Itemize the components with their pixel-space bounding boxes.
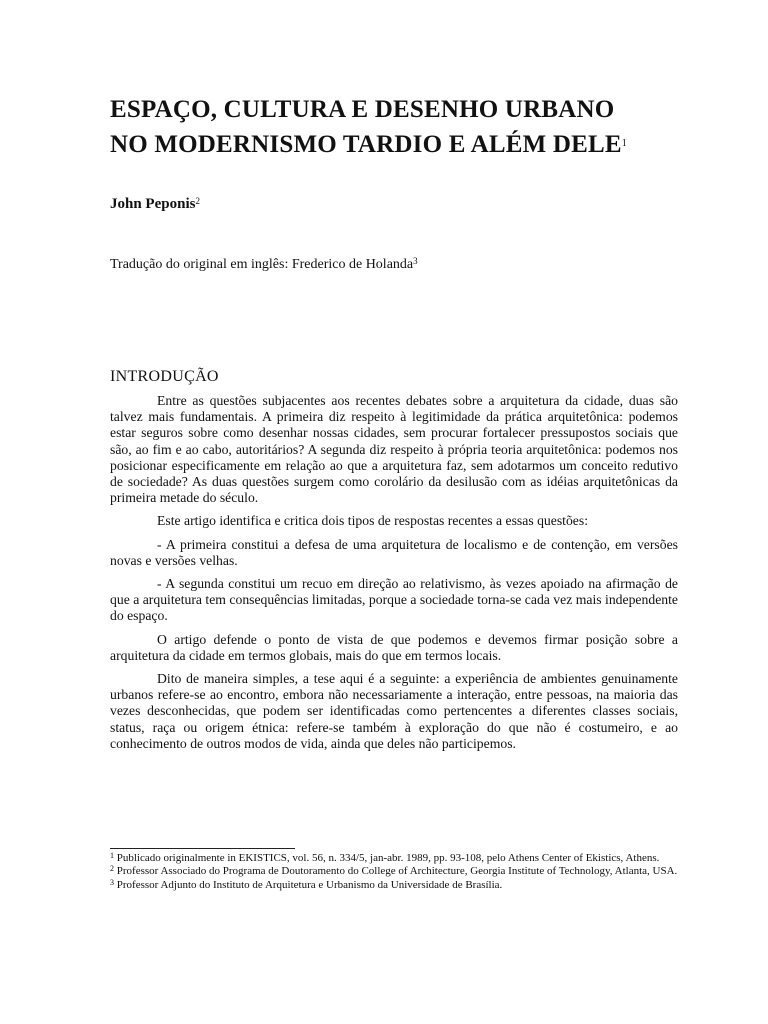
footnote-text: Professor Adjunto do Instituto de Arquitetura e Urbanismo da Universidade de Brasília.	[116, 878, 503, 891]
footnote-text: Professor Associado do Programa de Doutoramento do College of Architecture, Georgia Institute of Technology, Atlanta, USA.	[116, 865, 678, 878]
footnote-mark: 3	[110, 877, 114, 887]
footnote	[110, 879, 678, 892]
title-line-1: ESPAÇO, CULTURA E DESENHO URBANO	[110, 96, 615, 123]
footnotes	[110, 852, 678, 892]
footnote-text: Publicado originalmente in EKISTICS, vol. 56, n. 334/5, jan-abr. 1989, pp. 93-108, pelo Athens Center of Ekistics, Athens.	[116, 852, 660, 864]
title-line-2-text: NO MODERNISMO TARDIO E ALÉM DELE	[110, 131, 622, 158]
paragraph: Entre as questões subjacentes aos recentes debates sobre a arquitetura da cidade, duas são talvez mais fundamentais. A primeira diz respeito à legitimidade da prática arquitetônica: podemos estar seguros sobre como desenhar nossas cidades, sem procurar fortalecer pressupostos sociais que são, ao fim e ao cabo, autoritários? A segunda diz respeito à própria teoria arquitetônica: podemos nos posicionar especificamente em relação ao que a arquitetura faz, sem adotarmos um conceito redutivo de sociedade? As duas questões surgem como corolário da desilusão com as idéias arquitetônicas da primeira metade do século.	[110, 393, 678, 506]
footnote-mark: 1	[110, 851, 114, 860]
paragraph: - A primeira constitui a defesa de uma arquitetura de localismo e de contenção, em versões novas e versões velhas.	[110, 536, 678, 568]
footnote	[110, 852, 678, 865]
paragraph: - A segunda constitui um recuo em direção ao relativismo, às vezes apoiado na afirmação de que a arquitetura tem consequências limitadas, porque a sociedade torna-se cada vez mais independente do espaço.	[110, 576, 678, 624]
footnote-separator	[110, 848, 295, 849]
author-footnote-mark: 2	[195, 196, 200, 206]
author-name-text: John Peponis	[110, 196, 196, 212]
translation-credit	[110, 257, 418, 273]
translation-credit-text: Tradução do original em inglês: Frederico de Holanda	[110, 257, 414, 272]
title-line-2	[110, 127, 710, 162]
paragraph: Dito de maneira simples, a tese aqui é a seguinte: a experiência de ambientes genuinamente urbanos refere-se ao encontro, embora não necessariamente a interação, entre pessoas, na maioria das vezes desconhecidas, que podem ser identificadas como pertencentes a diferentes classes sociais, status, raça ou origem étnica: refere-se também à exploração do que não é costumeiro, e ao conhecimento de outros modos de vida, ainda que deles não participemos.	[110, 671, 678, 751]
author-name	[110, 196, 200, 213]
body-text	[110, 393, 678, 759]
title-footnote-mark: 1	[621, 138, 627, 149]
document-title	[110, 92, 710, 162]
paragraph: Este artigo identifica e critica dois tipos de respostas recentes a essas questões:	[157, 513, 589, 529]
footnote	[110, 865, 678, 878]
footnote-mark: 2	[110, 864, 114, 874]
section-heading: INTRODUÇÃO	[110, 368, 219, 385]
paragraph: O artigo defende o ponto de vista de que podemos e devemos firmar posição sobre a arquitetura da cidade em termos globais, mais do que em termos locais.	[110, 631, 678, 663]
translation-footnote-mark: 3	[413, 256, 418, 266]
